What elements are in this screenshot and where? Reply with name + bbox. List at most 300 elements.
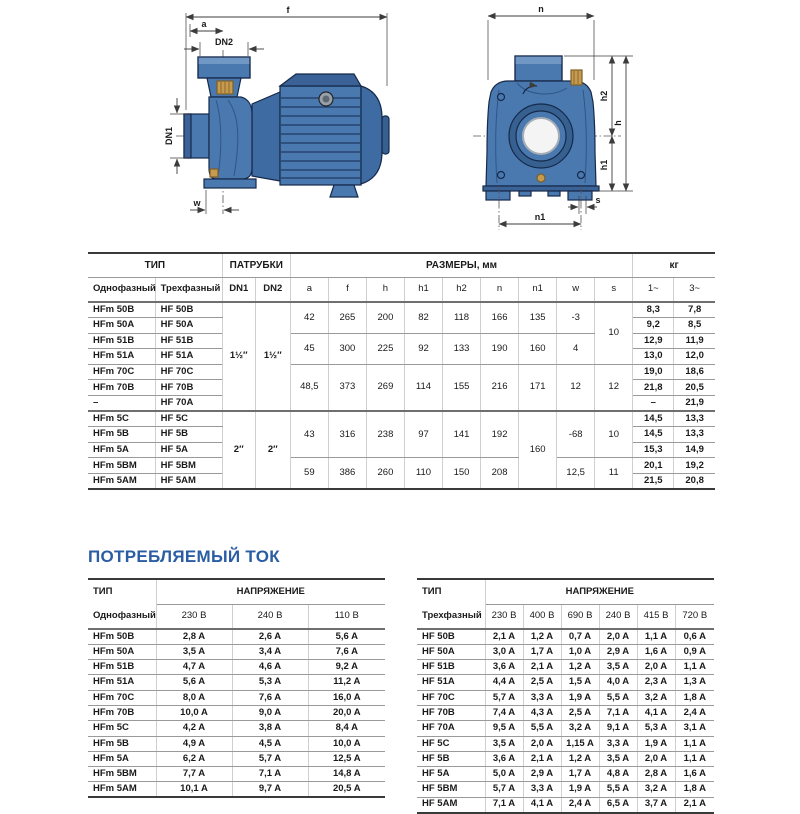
table-cell: 7,6 A	[308, 644, 385, 659]
section-title-current: ПОТРЕБЛЯЕМЫЙ ТОК	[88, 547, 280, 566]
header-voltage-value: 110 В	[308, 604, 385, 629]
table-cell: 8,5	[674, 318, 715, 334]
model-cell: HFm 50B	[88, 629, 156, 644]
table-cell: 3,6 A	[485, 660, 523, 675]
header-dn1: DN1	[222, 277, 255, 302]
table-row	[417, 629, 714, 644]
table-row	[417, 675, 714, 690]
model-cell: HFm 5BM	[88, 458, 155, 474]
dim-h1	[599, 136, 612, 191]
table-cell: 1,1 A	[675, 660, 714, 675]
current-table-single-phase	[88, 578, 385, 798]
model-cell: HFm 70B	[88, 705, 156, 720]
table-cell: 5,5 A	[599, 782, 637, 797]
table-cell: 4,1 A	[637, 705, 675, 720]
table-cell: 238	[366, 411, 404, 458]
table-cell: 150	[443, 458, 481, 489]
table-cell: 114	[404, 364, 442, 411]
table-cell: 16,0 A	[308, 690, 385, 705]
table-row	[417, 782, 714, 797]
dn1-cell: 1½″	[222, 302, 255, 411]
table-cell: 2,5 A	[561, 705, 599, 720]
dimensions-table	[88, 252, 715, 490]
dn2-cell: 2″	[255, 411, 290, 489]
table-row	[88, 458, 715, 474]
table-cell: 3,1 A	[675, 721, 714, 736]
header-dim-f: f	[328, 277, 366, 302]
model-cell: HF 5BM	[417, 782, 485, 797]
table-cell: 260	[366, 458, 404, 489]
dn2-cell: 1½″	[255, 302, 290, 411]
header-dim-h2: h2	[443, 277, 481, 302]
model-cell: HFm 5B	[88, 736, 156, 751]
table-cell: 8,0 A	[156, 690, 232, 705]
table-cell: 82	[404, 302, 442, 333]
table-cell: 155	[443, 364, 481, 411]
model-cell: –	[88, 396, 155, 412]
header-voltage-value: 720 В	[675, 604, 714, 629]
table-cell: 43	[290, 411, 328, 458]
table-cell: 10,0 A	[156, 705, 232, 720]
table-cell: 2,9 A	[523, 767, 561, 782]
table-cell: 45	[290, 333, 328, 364]
table-cell: 141	[443, 411, 481, 458]
table-cell: 225	[366, 333, 404, 364]
table-cell: 1,3 A	[675, 675, 714, 690]
table-cell: 2,4 A	[675, 705, 714, 720]
model-cell: HF 70C	[417, 690, 485, 705]
table-cell: 2,0 A	[637, 751, 675, 766]
model-cell: HF 51B	[417, 660, 485, 675]
model-cell: HFm 51A	[88, 349, 155, 365]
model-cell: HFm 5A	[88, 442, 155, 458]
table-cell: 4,1 A	[523, 797, 561, 812]
table-cell: 9,2	[633, 318, 674, 334]
table-cell: 5,0 A	[485, 767, 523, 782]
table-cell: 3,2 A	[637, 690, 675, 705]
model-cell: HF 50A	[417, 644, 485, 659]
table-cell: 216	[481, 364, 519, 411]
table-cell: 0,9 A	[675, 644, 714, 659]
table-cell: 3,2 A	[637, 782, 675, 797]
header-dim-h: h	[366, 277, 404, 302]
header-dim-n1: n1	[519, 277, 557, 302]
model-cell: HF 50B	[417, 629, 485, 644]
header-voltage-value: 240 В	[599, 604, 637, 629]
table-cell: 1,6 A	[675, 767, 714, 782]
model-cell: HFm 5AM	[88, 474, 155, 490]
header-kg1: 1~	[633, 277, 674, 302]
table-cell: 42	[290, 302, 328, 333]
table-cell: 1,6 A	[637, 644, 675, 659]
table-cell: 1,1 A	[675, 736, 714, 751]
table-cell: 21,5	[633, 474, 674, 490]
header-single-phase: Однофазный	[88, 277, 155, 302]
header-voltage-value: 230 В	[485, 604, 523, 629]
table-cell: 269	[366, 364, 404, 411]
table-cell: 2,0 A	[523, 736, 561, 751]
table-cell: 2,8 A	[156, 629, 232, 644]
table-cell: 5,7 A	[232, 751, 308, 766]
table-cell: 13,3	[674, 411, 715, 427]
dim-label-dn1: DN1	[164, 126, 174, 146]
table-cell: 5,3 A	[637, 721, 675, 736]
table-cell: 118	[443, 302, 481, 333]
table-row	[88, 721, 385, 736]
table-cell: 3,4 A	[232, 644, 308, 659]
table-row	[88, 644, 385, 659]
table-cell: 8,3	[633, 302, 674, 318]
model-cell: HF 5B	[417, 751, 485, 766]
header-voltage: НАПРЯЖЕНИЕ	[485, 579, 714, 604]
model-cell: HFm 51B	[88, 660, 156, 675]
table-cell: 5,5 A	[599, 690, 637, 705]
model-cell: HF 5BM	[155, 458, 222, 474]
table-cell: 7,6 A	[232, 690, 308, 705]
table-cell: 5,6 A	[308, 629, 385, 644]
table-row	[417, 644, 714, 659]
table-cell: 133	[443, 333, 481, 364]
table-cell: 7,1 A	[599, 705, 637, 720]
table-cell: 110	[404, 458, 442, 489]
table-cell: 386	[328, 458, 366, 489]
table-cell: 1,9 A	[561, 690, 599, 705]
table-cell: 19,2	[674, 458, 715, 474]
table-cell: 1,2 A	[561, 660, 599, 675]
table-cell: 7,4 A	[485, 705, 523, 720]
model-cell: HF 5C	[417, 736, 485, 751]
table-cell: 92	[404, 333, 442, 364]
table-cell: 4,7 A	[156, 660, 232, 675]
table-cell: 0,7 A	[561, 629, 599, 644]
dim-label-dn2: DN2	[214, 37, 234, 47]
table-cell: 1,0 A	[561, 644, 599, 659]
table-cell: 9,1 A	[599, 721, 637, 736]
table-cell: 171	[519, 364, 557, 411]
model-cell: HF 5C	[155, 411, 222, 427]
table-cell: 2,0 A	[599, 629, 637, 644]
table-cell: 14,5	[633, 427, 674, 443]
dim-label-n1: n1	[534, 212, 546, 222]
table-cell: 13,3	[674, 427, 715, 443]
table-cell: 4,4 A	[485, 675, 523, 690]
header-tip: ТИП	[88, 253, 222, 277]
table-cell: 12	[595, 364, 633, 411]
table-cell: 7,7 A	[156, 767, 232, 782]
model-cell: HF 51B	[155, 333, 222, 349]
table-cell: 3,3 A	[523, 782, 561, 797]
table-cell: 2,9 A	[599, 644, 637, 659]
table-cell: 12,5 A	[308, 751, 385, 766]
table-cell: 1,9 A	[561, 782, 599, 797]
model-cell: HF 5A	[417, 767, 485, 782]
header-voltage-value: 400 В	[523, 604, 561, 629]
table-cell: -68	[557, 411, 595, 458]
model-cell: HFm 5AM	[88, 782, 156, 797]
model-cell: HF 51A	[155, 349, 222, 365]
model-cell: HFm 70C	[88, 364, 155, 380]
table-cell: 2,0 A	[637, 660, 675, 675]
table-cell: 59	[290, 458, 328, 489]
table-cell: 7,8	[674, 302, 715, 318]
table-cell: 12,0	[674, 349, 715, 365]
table-row	[417, 751, 714, 766]
table-cell: 10,1 A	[156, 782, 232, 797]
table-cell: 12,9	[633, 333, 674, 349]
table-cell: 6,2 A	[156, 751, 232, 766]
model-cell: HFm 5C	[88, 721, 156, 736]
table-cell: 21,8	[633, 380, 674, 396]
dim-label-h: h	[613, 120, 623, 126]
table-cell: 0,6 A	[675, 629, 714, 644]
table-cell: 18,6	[674, 364, 715, 380]
table-cell: 1,8 A	[675, 782, 714, 797]
table-row	[88, 411, 715, 427]
table-row	[88, 629, 385, 644]
table-cell: 200	[366, 302, 404, 333]
table-cell: 21,9	[674, 396, 715, 412]
table-cell: 14,9	[674, 442, 715, 458]
table-row	[88, 364, 715, 380]
model-cell: HF 5A	[155, 442, 222, 458]
table-cell: 2,4 A	[561, 797, 599, 812]
table-cell: 166	[481, 302, 519, 333]
table-cell: 1,1 A	[675, 751, 714, 766]
table-cell: 12	[557, 364, 595, 411]
table-cell: 5,7 A	[485, 690, 523, 705]
table-cell: 7,1 A	[232, 767, 308, 782]
table-cell: 5,5 A	[523, 721, 561, 736]
header-dim-a: a	[290, 277, 328, 302]
table-cell: 265	[328, 302, 366, 333]
header-dim-w: w	[557, 277, 595, 302]
table-cell: 9,7 A	[232, 782, 308, 797]
dim-label-w: w	[193, 198, 201, 208]
table-cell: 20,5	[674, 380, 715, 396]
table-cell: 10	[595, 302, 633, 364]
current-table-three-phase	[417, 578, 714, 814]
table-cell: 2,1 A	[523, 751, 561, 766]
table-cell: 3,3 A	[599, 736, 637, 751]
table-row	[88, 751, 385, 766]
model-cell: HFm 50A	[88, 644, 156, 659]
table-cell: 9,2 A	[308, 660, 385, 675]
pump-front-view-drawing	[455, 0, 705, 240]
table-cell: 135	[519, 302, 557, 333]
table-cell: 3,0 A	[485, 644, 523, 659]
table-cell: 190	[481, 333, 519, 364]
table-row	[88, 705, 385, 720]
header-voltage-value: 690 В	[561, 604, 599, 629]
table-cell: 1,2 A	[523, 629, 561, 644]
table-cell: 160	[519, 333, 557, 364]
table-row	[417, 736, 714, 751]
header-kg: кг	[633, 253, 715, 277]
model-cell: HF 70A	[155, 396, 222, 412]
table-row	[88, 675, 385, 690]
table-cell: 11	[595, 458, 633, 489]
pump-side-view-drawing	[130, 0, 460, 240]
table-cell: 3,8 A	[232, 721, 308, 736]
dim-label-s: s	[595, 195, 601, 205]
header-dim-s: s	[595, 277, 633, 302]
table-cell: 11,9	[674, 333, 715, 349]
table-cell: 5,6 A	[156, 675, 232, 690]
table-cell: 316	[328, 411, 366, 458]
table-cell: 15,3	[633, 442, 674, 458]
header-tip: ТИП	[417, 579, 485, 604]
table-cell: 4,0 A	[599, 675, 637, 690]
model-cell: HF 50A	[155, 318, 222, 334]
header-kg3: 3~	[674, 277, 715, 302]
table-cell: 10,0 A	[308, 736, 385, 751]
header-dn2: DN2	[255, 277, 290, 302]
table-cell: 3,5 A	[599, 660, 637, 675]
table-row	[88, 782, 385, 797]
table-cell: 1,2 A	[561, 751, 599, 766]
table-cell: 160	[519, 411, 557, 489]
table-cell: 3,5 A	[156, 644, 232, 659]
table-cell: 11,2 A	[308, 675, 385, 690]
model-cell: HF 50B	[155, 302, 222, 318]
model-cell: HF 70B	[155, 380, 222, 396]
header-three-phase: Трехфазный	[417, 604, 485, 629]
table-row	[417, 721, 714, 736]
model-cell: HFm 50A	[88, 318, 155, 334]
table-cell: 2,5 A	[523, 675, 561, 690]
model-cell: HFm 51B	[88, 333, 155, 349]
table-cell: 19,0	[633, 364, 674, 380]
table-cell: 97	[404, 411, 442, 458]
table-cell: 3,2 A	[561, 721, 599, 736]
table-cell: 14,5	[633, 411, 674, 427]
table-row	[88, 767, 385, 782]
model-cell: HF 70B	[417, 705, 485, 720]
table-cell: 4,9 A	[156, 736, 232, 751]
model-cell: HF 70A	[417, 721, 485, 736]
pump-front-body	[483, 56, 599, 200]
table-row	[417, 660, 714, 675]
dim-label-n: n	[538, 4, 544, 14]
model-cell: HF 5B	[155, 427, 222, 443]
model-cell: HFm 5C	[88, 411, 155, 427]
table-cell: 2,6 A	[232, 629, 308, 644]
table-row	[88, 736, 385, 751]
table-row	[88, 690, 385, 705]
table-cell: 5,7 A	[485, 782, 523, 797]
table-cell: 12,5	[557, 458, 595, 489]
table-cell: 13,0	[633, 349, 674, 365]
dim-dn2	[184, 37, 264, 56]
model-cell: HF 51A	[417, 675, 485, 690]
header-dim-n: n	[481, 277, 519, 302]
model-cell: HFm 5A	[88, 751, 156, 766]
table-cell: 208	[481, 458, 519, 489]
table-cell: 4	[557, 333, 595, 364]
table-cell: 7,1 A	[485, 797, 523, 812]
table-cell: 20,0 A	[308, 705, 385, 720]
table-cell: 373	[328, 364, 366, 411]
model-cell: HFm 70B	[88, 380, 155, 396]
table-cell: 3,5 A	[599, 751, 637, 766]
table-cell: 2,8 A	[637, 767, 675, 782]
model-cell: HF 70C	[155, 364, 222, 380]
table-row	[417, 767, 714, 782]
dim-label-h1: h1	[599, 159, 609, 171]
table-cell: 5,3 A	[232, 675, 308, 690]
table-cell: –	[633, 396, 674, 412]
table-cell: 3,7 A	[637, 797, 675, 812]
table-cell: 1,15 A	[561, 736, 599, 751]
table-cell: 4,5 A	[232, 736, 308, 751]
table-cell: 10	[595, 411, 633, 458]
table-cell: 2,1 A	[675, 797, 714, 812]
dn1-cell: 2″	[222, 411, 255, 489]
table-cell: 3,5 A	[485, 736, 523, 751]
dim-label-h2: h2	[599, 90, 609, 102]
table-cell: 1,5 A	[561, 675, 599, 690]
table-cell: 3,6 A	[485, 751, 523, 766]
table-cell: -3	[557, 302, 595, 333]
table-cell: 2,1 A	[485, 629, 523, 644]
table-cell: 20,8	[674, 474, 715, 490]
model-cell: HFm 70C	[88, 690, 156, 705]
header-voltage-value: 415 В	[637, 604, 675, 629]
dim-label-f: f	[286, 5, 290, 15]
table-cell: 6,5 A	[599, 797, 637, 812]
header-tip: ТИП	[88, 579, 156, 604]
table-cell: 1,9 A	[637, 736, 675, 751]
table-row	[417, 690, 714, 705]
header-three-phase: Трехфазный	[155, 277, 222, 302]
table-row	[88, 660, 385, 675]
table-cell: 1,7 A	[561, 767, 599, 782]
table-cell: 9,0 A	[232, 705, 308, 720]
table-cell: 300	[328, 333, 366, 364]
table-row	[88, 302, 715, 318]
header-voltage-value: 230 В	[156, 604, 232, 629]
table-cell: 14,8 A	[308, 767, 385, 782]
table-cell: 4,2 A	[156, 721, 232, 736]
table-cell: 20,5 A	[308, 782, 385, 797]
model-cell: HF 5AM	[155, 474, 222, 490]
table-cell: 2,3 A	[637, 675, 675, 690]
table-cell: 4,3 A	[523, 705, 561, 720]
table-cell: 20,1	[633, 458, 674, 474]
table-cell: 1,1 A	[637, 629, 675, 644]
dim-w	[190, 190, 239, 214]
model-cell: HFm 50B	[88, 302, 155, 318]
model-cell: HFm 51A	[88, 675, 156, 690]
table-row	[417, 705, 714, 720]
header-voltage: НАПРЯЖЕНИЕ	[156, 579, 385, 604]
table-cell: 4,6 A	[232, 660, 308, 675]
table-cell: 2,1 A	[523, 660, 561, 675]
dim-label-a: a	[201, 19, 207, 29]
header-single-phase: Однофазный	[88, 604, 156, 629]
table-cell: 1,8 A	[675, 690, 714, 705]
table-cell: 192	[481, 411, 519, 458]
header-dim-h1: h1	[404, 277, 442, 302]
table-cell: 3,3 A	[523, 690, 561, 705]
model-cell: HFm 5B	[88, 427, 155, 443]
model-cell: HF 5AM	[417, 797, 485, 812]
table-cell: 9,5 A	[485, 721, 523, 736]
table-cell: 8,4 A	[308, 721, 385, 736]
table-cell: 4,8 A	[599, 767, 637, 782]
header-razmery: РАЗМЕРЫ, мм	[290, 253, 632, 277]
header-patrubki: ПАТРУБКИ	[222, 253, 290, 277]
